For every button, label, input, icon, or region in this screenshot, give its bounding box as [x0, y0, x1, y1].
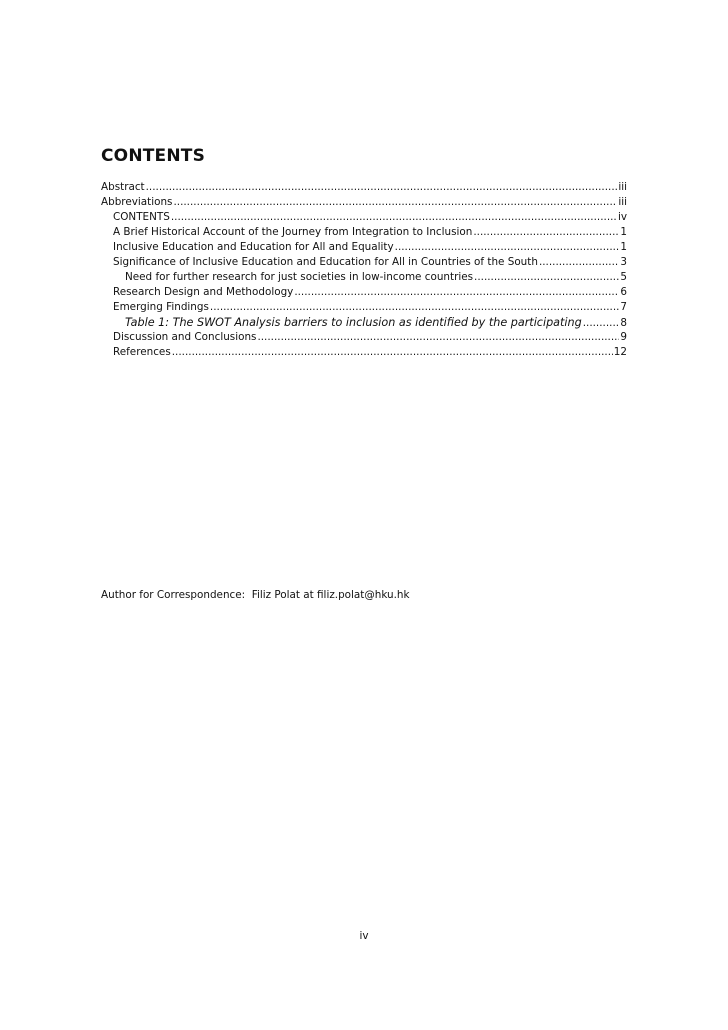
toc-entry-page: 1: [620, 226, 627, 238]
toc-entry-page: 6: [620, 286, 627, 298]
toc-entry-title: Discussion and Conclusions: [113, 331, 257, 343]
toc-leader-dots: [583, 316, 620, 331]
toc-entry-page: 7: [620, 301, 627, 313]
toc-leader-dots: [539, 255, 619, 270]
toc-leader-dots: [473, 225, 619, 240]
toc-entry-page: 12: [613, 346, 627, 358]
toc-leader-dots: [172, 345, 613, 360]
toc-entry-title: Table 1: The SWOT Analysis barriers to inclusion as identified by the participating: [125, 316, 582, 329]
toc-entry-title: Emerging Findings: [113, 301, 209, 313]
toc-entry[interactable]: [101, 225, 627, 240]
toc-entry[interactable]: [101, 270, 627, 285]
toc-entry-title: A Brief Historical Account of the Journey from Integration to Inclusion: [113, 226, 473, 238]
toc-entry-page: 3: [620, 256, 627, 268]
toc-entry[interactable]: [101, 300, 627, 315]
toc-entry-title: Abbreviations: [101, 196, 173, 208]
toc-leader-dots: [257, 330, 619, 345]
toc-leader-dots: [171, 210, 617, 225]
toc-entry[interactable]: [101, 330, 627, 345]
toc-entry-page: iii: [618, 196, 627, 208]
page-number: iv: [359, 930, 369, 942]
toc-entry-page: iii: [618, 181, 627, 193]
table-of-contents: [101, 180, 627, 360]
toc-entry-page: 9: [620, 331, 627, 343]
toc-leader-dots: [474, 270, 619, 285]
toc-entry[interactable]: [101, 315, 627, 330]
author-correspondence: Author for Correspondence: Filiz Polat at filiz.polat@hku.hk: [101, 589, 410, 601]
toc-entry-page: 8: [620, 317, 627, 329]
toc-entry-page: 5: [620, 271, 627, 283]
toc-entry[interactable]: [101, 255, 627, 270]
toc-leader-dots: [395, 240, 620, 255]
contents-heading: CONTENTS: [101, 146, 206, 166]
toc-entry[interactable]: [101, 210, 627, 225]
toc-entry-title: Inclusive Education and Education for All and Equality: [113, 241, 394, 253]
toc-entry-title: Need for further research for just societies in low-income countries: [125, 271, 474, 283]
toc-entry[interactable]: [101, 195, 627, 210]
toc-entry-title: Research Design and Methodology: [113, 286, 294, 298]
toc-entry[interactable]: [101, 285, 627, 300]
toc-entry-title: Abstract: [101, 181, 145, 193]
toc-entry[interactable]: [101, 240, 627, 255]
toc-leader-dots: [146, 180, 618, 195]
toc-leader-dots: [210, 300, 619, 315]
toc-entry[interactable]: [101, 180, 627, 195]
toc-entry-title: CONTENTS: [113, 211, 170, 223]
toc-entry-page: iv: [617, 211, 627, 223]
toc-entry-title: References: [113, 346, 171, 358]
toc-entry[interactable]: [101, 345, 627, 360]
toc-leader-dots: [173, 195, 617, 210]
toc-entry-page: 1: [620, 241, 627, 253]
toc-leader-dots: [294, 285, 619, 300]
toc-entry-title: Significance of Inclusive Education and Education for All in Countries of the South: [113, 256, 538, 268]
